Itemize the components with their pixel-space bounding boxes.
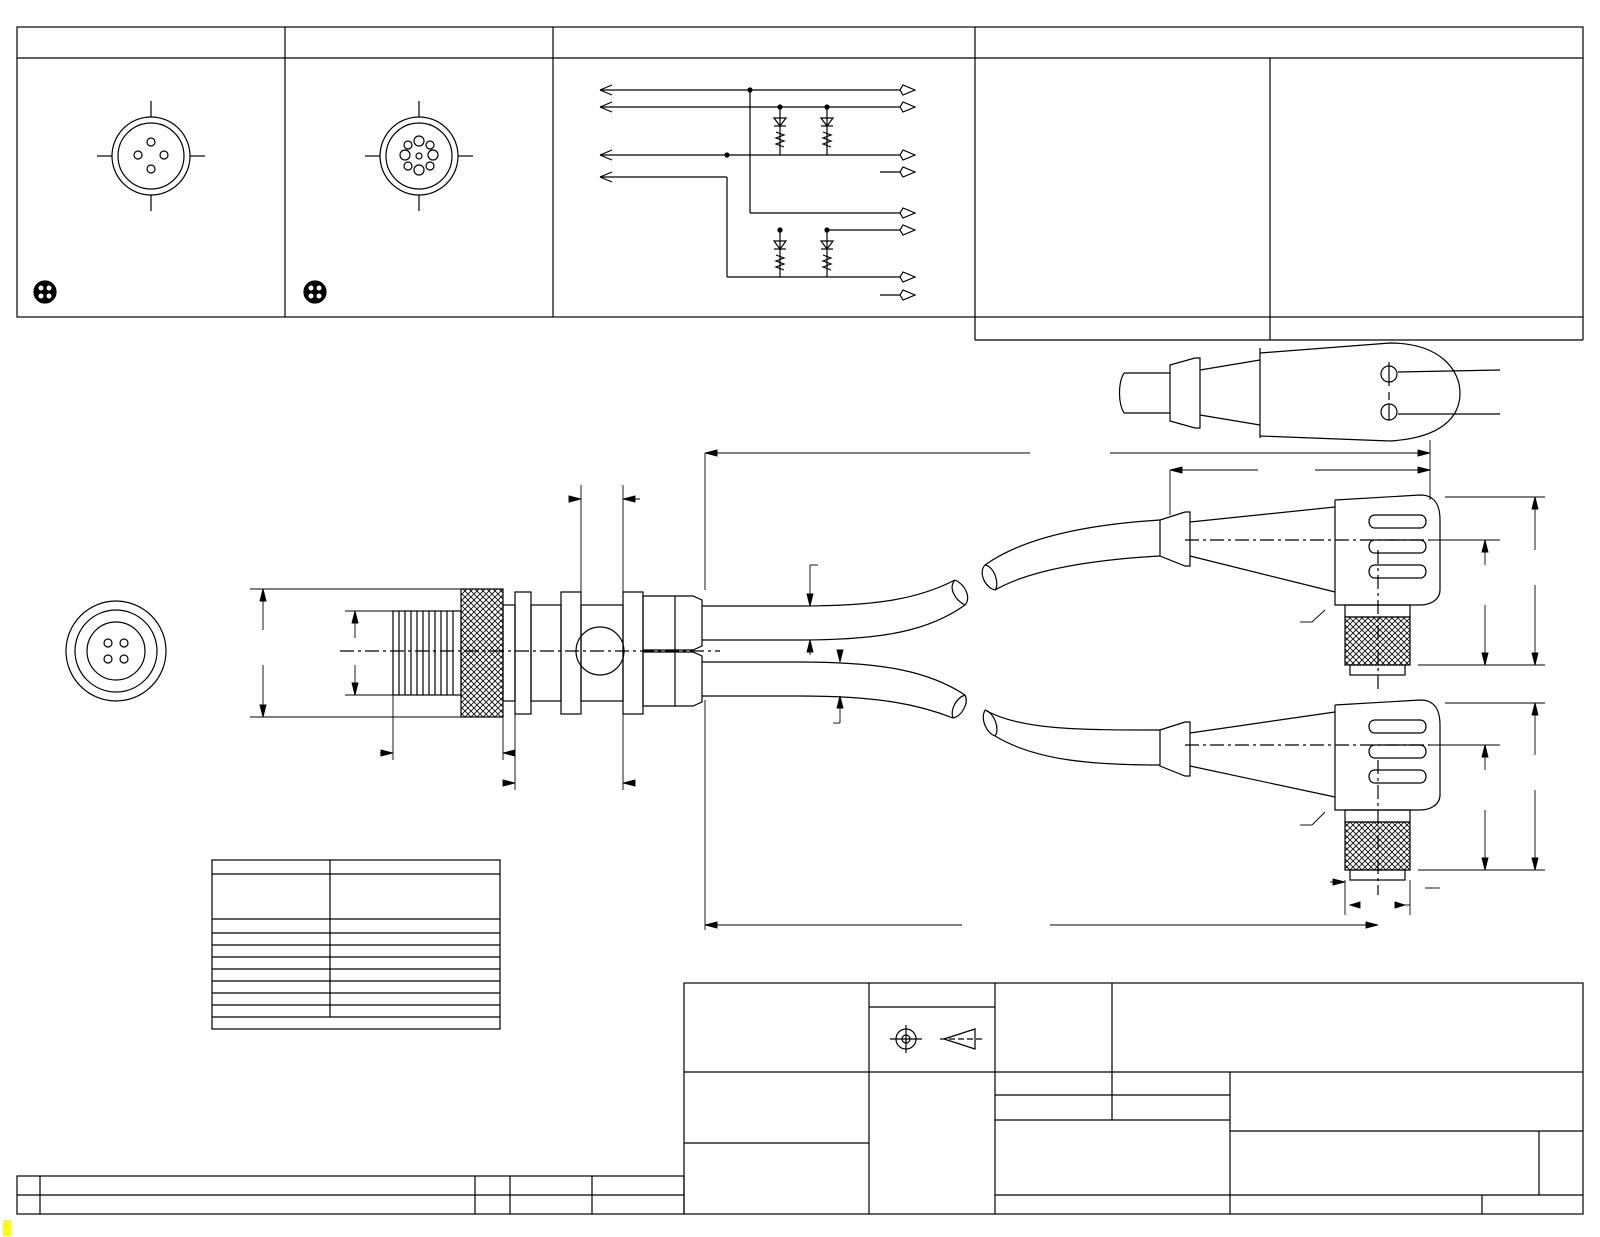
main-assembly-drawing <box>66 495 1440 895</box>
revision-block <box>17 1176 684 1214</box>
approval-stamp <box>3 1220 11 1236</box>
tolerance-table <box>212 860 500 1029</box>
top-frame <box>17 27 1583 340</box>
eurofast-logo-icon <box>34 281 56 303</box>
led-head-drawing <box>1120 343 1501 441</box>
eurofast-logo-icon <box>304 281 326 303</box>
title-block <box>684 983 1583 1214</box>
wiring-lines <box>600 85 915 300</box>
male-end-view <box>97 101 205 211</box>
female-end-view <box>365 101 473 211</box>
